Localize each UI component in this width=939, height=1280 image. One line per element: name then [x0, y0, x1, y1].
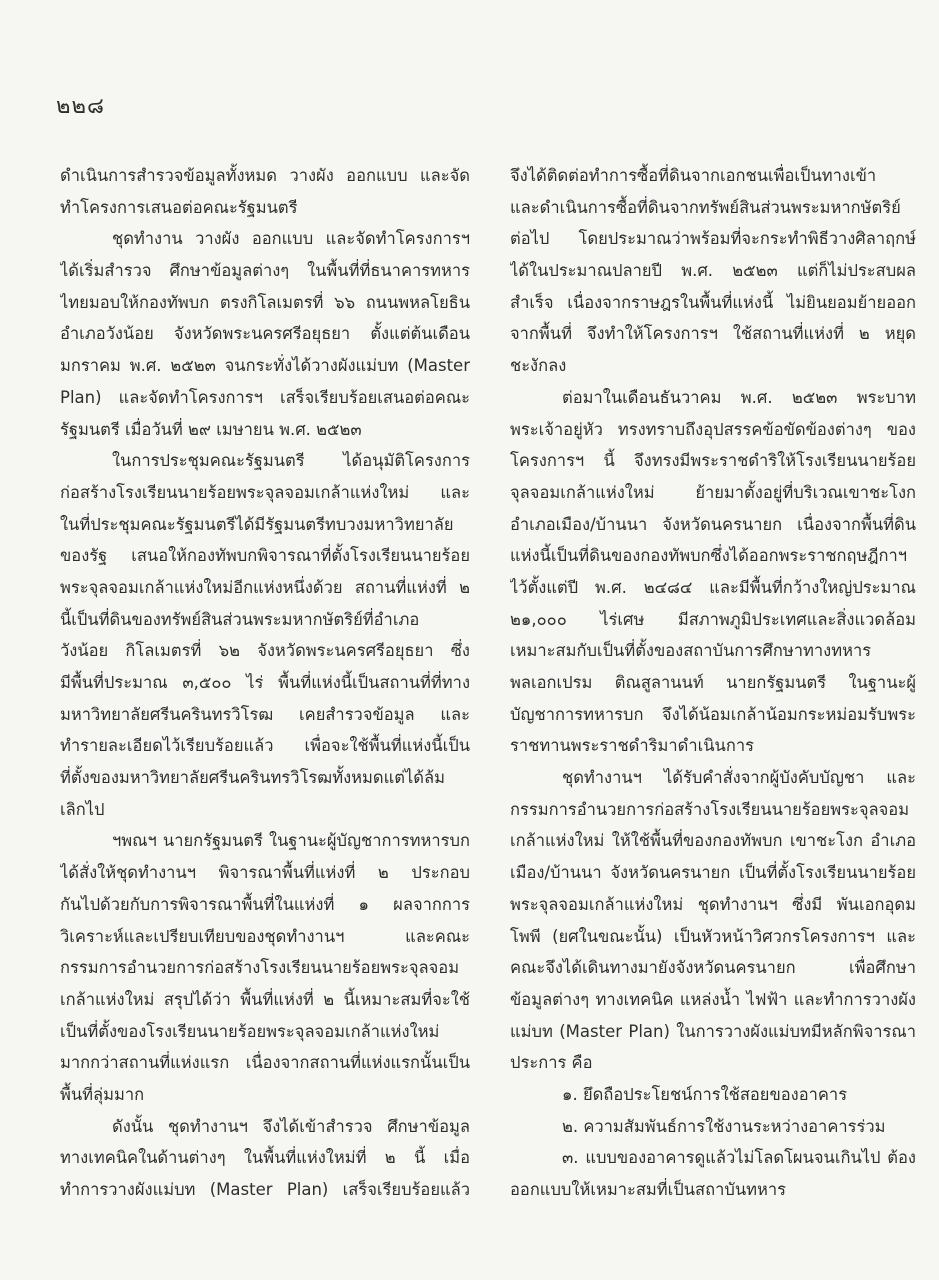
text-line: และดำเนินการซื้อที่ดินจากทรัพย์สินส่วนพระมหากษัตริย์: [510, 197, 901, 217]
text-line: Plan) และจัดทำโครงการฯ เสร็จเรียบร้อยเสนอต่อคณะ: [60, 387, 470, 407]
text-line: รัฐมนตรี เมื่อวันที่ ๒๙ เมษายน พ.ศ. ๒๕๒๓: [60, 419, 362, 439]
text-line: ประการ คือ: [510, 1053, 593, 1073]
text-line: ข้อมูลต่างๆ ทางเทคนิค แหล่งน้ำ ไฟฟ้า และทำการวางผัง: [510, 989, 916, 1009]
text-line: ราชทานพระราชดำริมาดำเนินการ: [510, 736, 754, 756]
text-line: พื้นที่ลุ่มมาก: [60, 1084, 145, 1104]
text-line: ๒๑,๐๐๐ ไร่เศษ มีสภาพภูมิประเทศและสิ่งแวดล้อม: [510, 609, 916, 629]
text-line: นี้เป็นที่ดินของทรัพย์สินส่วนพระมหากษัตริย์ที่อำเภอ: [60, 609, 420, 629]
text-line: มหาวิทยาลัยศรีนครินทรวิโรฒ เคยสำรวจข้อมูล และ: [60, 704, 470, 724]
paragraph: [510, 382, 916, 762]
text-line: ดังนั้น ชุดทำงานฯ จึงได้เข้าสำรวจ ศึกษาข้อมูล: [112, 1116, 470, 1136]
text-line: ดำเนินการสำรวจข้อมูลทั้งหมด วางผัง ออกแบบ และจัด: [60, 166, 470, 185]
text-line: เป็นที่ตั้งของโรงเรียนนายร้อยพระจุลจอมเกล้าแห่งใหม่: [60, 1021, 440, 1041]
text-column-right: [510, 160, 916, 1206]
text-line: เลิกไป: [60, 799, 105, 819]
text-line: ทำโครงการเสนอต่อคณะรัฐมนตรี: [60, 197, 298, 217]
text-line: ของรัฐ เสนอให้กองทัพบกพิจารณาที่ตั้งโรงเรียนนายร้อย: [60, 546, 470, 566]
page-number: ๒๒๘: [56, 94, 105, 119]
text-line: อำเภอเมือง/บ้านนา จังหวัดนครนายก เนื่องจากพื้นที่ดิน: [510, 514, 916, 534]
text-line: แห่งนี้เป็นที่ดินของกองทัพบกซึ่งได้ออกพระราชกฤษฎีกาฯ: [510, 546, 907, 566]
text-line: ไว้ตั้งแต่ปี พ.ศ. ๒๔๘๔ และมีพื้นที่กว้างใหญ่ประมาณ: [510, 577, 916, 597]
text-line: วิเคราะห์และเปรียบเทียบของชุดทำงานฯ และคณะ: [60, 926, 470, 946]
text-column-left: [60, 160, 470, 1206]
text-line: ต่อมาในเดือนธันวาคม พ.ศ. ๒๕๒๓ พระบาท: [562, 387, 916, 407]
text-line: ได้ในประมาณปลายปี พ.ศ. ๒๕๒๓ แต่ก็ไม่ประสบผล: [510, 261, 916, 281]
text-line: ชะงักลง: [510, 356, 567, 376]
text-line: คณะจึงได้เดินทางมายังจังหวัดนครนายก เพื่อศึกษา: [510, 958, 916, 978]
text-line: จากพื้นที่ จึงทำให้โครงการฯ ใช้สถานที่แห่งที่ ๒ หยุด: [510, 324, 916, 344]
paragraph: [60, 1111, 470, 1206]
text-line: ในที่ประชุมคณะรัฐมนตรีได้มีรัฐมนตรีทบวงมหาวิทยาลัย: [60, 514, 454, 534]
text-line: จึงได้ติดต่อทำการซื้อที่ดินจากเอกชนเพื่อเป็นทางเข้า: [510, 166, 877, 185]
paragraph: [510, 1111, 916, 1143]
paragraph: [60, 825, 470, 1110]
text-line: ฯพณฯ นายกรัฐมนตรี ในฐานะผู้บัญชาการทหารบก: [112, 831, 470, 851]
text-line: กันไปด้วยกับการพิจารณาพื้นที่ในแห่งที่ ๑ ผลจากการ: [60, 894, 470, 914]
text-line: พระเจ้าอยู่หัว ทรงทราบถึงอุปสรรคข้อขัดข้องต่างๆ ของ: [510, 419, 916, 439]
text-line: เหมาะสมกับเป็นที่ตั้งของสถาบันการศึกษาทางทหาร: [510, 641, 872, 661]
text-line: เกล้าแห่งใหม่ ให้ใช้พื้นที่ของกองทัพบก เขาชะโงก อำเภอ: [510, 831, 916, 851]
text-line: อำเภอวังน้อย จังหวัดพระนครศรีอยุธยา ตั้งแต่ต้นเดือน: [60, 324, 470, 344]
text-line: ในการประชุมคณะรัฐมนตรี ได้อนุมัติโครงการ: [112, 451, 470, 471]
text-line: ทางเทคนิคในด้านต่างๆ ในพื้นที่แห่งใหม่ที่ ๒ นี้ เมื่อ: [60, 1148, 470, 1168]
paragraph: [510, 160, 916, 382]
paragraph: [60, 160, 470, 223]
text-line: มีพื้นที่ประมาณ ๓,๕๐๐ ไร่ พื้นที่แห่งนี้เป็นสถานที่ที่ทาง: [60, 673, 470, 692]
text-line: โพพี (ยศในขณะนั้น) เป็นหัวหน้าวิศวกรโครงการฯ และ: [510, 926, 916, 946]
paragraph: [510, 762, 916, 1079]
text-line: ชุดทำงานฯ ได้รับคำสั่งจากผู้บังคับบัญชา และ: [562, 768, 916, 788]
text-line: ๓. แบบของอาคารดูแล้วไม่โลดโผนจนเกินไป ต้อง: [562, 1148, 916, 1168]
paragraph: [510, 1142, 916, 1205]
text-line: ได้สั่งให้ชุดทำงานฯ พิจารณาพื้นที่แห่งที่ ๒ ประกอบ: [60, 863, 470, 883]
paragraph: [60, 223, 470, 445]
paragraph: [60, 445, 470, 825]
text-line: มากกว่าสถานที่แห่งแรก เนื่องจากสถานที่แห่งแรกนั้นเป็น: [60, 1053, 470, 1073]
text-line: ที่ตั้งของมหาวิทยาลัยศรีนครินทรวิโรฒทั้งหมดแต่ได้ล้ม: [60, 768, 445, 788]
text-line: ทำรายละเอียดไว้เรียบร้อยแล้ว เพื่อจะใช้พื้นที่แห่งนี้เป็น: [60, 736, 470, 756]
text-line: เมือง/บ้านนา จังหวัดนครนายก เป็นที่ตั้งโรงเรียนนายร้อย: [510, 863, 916, 883]
text-line: ทำการวางผังแม่บท (Master Plan) เสร็จเรียบร้อยแล้ว: [60, 1180, 470, 1199]
text-line: โครงการฯ นี้ จึงทรงมีพระราชดำริให้โรงเรียนนายร้อย: [510, 451, 916, 471]
text-line: เกล้าแห่งใหม่ สรุปได้ว่า พื้นที่แห่งที่ ๒ นี้เหมาะสมที่จะใช้: [60, 989, 470, 1009]
text-line: จุลจอมเกล้าแห่งใหม่ ย้ายมาตั้งอยู่ที่บริเวณเขาชะโงก: [510, 482, 916, 502]
text-line: วังน้อย กิโลเมตรที่ ๖๒ จังหวัดพระนครศรีอยุธยา ซึ่ง: [60, 641, 470, 661]
text-line: กรรมการอำนวยการก่อสร้างโรงเรียนนายร้อยพระจุลจอม: [510, 799, 910, 819]
text-line: ต่อไป โดยประมาณว่าพร้อมที่จะกระทำพิธีวางศิลาฤกษ์: [510, 229, 916, 249]
text-line: แม่บท (Master Plan) ในการวางผังแม่บทมีหลักพิจารณา: [510, 1021, 916, 1041]
text-line: ๑. ยึดถือประโยชน์การใช้สอยของอาคาร: [562, 1084, 848, 1104]
text-line: พระจุลจอมเกล้าแห่งใหม่อีกแห่งหนึ่งด้วย สถานที่แห่งที่ ๒: [60, 577, 470, 597]
text-line: พลเอกเปรม ติณสูลานนท์ นายกรัฐมนตรี ในฐานะผู้: [510, 673, 916, 692]
text-line: ไทยมอบให้กองทัพบก ตรงกิโลเมตรที่ ๖๖ ถนนพหลโยธิน: [60, 292, 470, 312]
text-line: ได้เริ่มสำรวจ ศึกษาข้อมูลต่างๆ ในพื้นที่ที่ธนาคารทหาร: [60, 261, 470, 281]
text-line: ชุดทำงาน วางผัง ออกแบบ และจัดทำโครงการฯ: [112, 229, 470, 249]
text-line: กรรมการอำนวยการก่อสร้างโรงเรียนนายร้อยพระจุลจอม: [60, 958, 460, 978]
text-line: พระจุลจอมเกล้าแห่งใหม่ ชุดทำงานฯ ซึ่งมี พันเอกอุดม: [510, 894, 916, 914]
text-line: บัญชาการทหารบก จึงได้น้อมเกล้าน้อมกระหม่อมรับพระ: [510, 704, 916, 724]
text-line: สำเร็จ เนื่องจากราษฎรในพื้นที่แห่งนี้ ไม่ยินยอมย้ายออก: [510, 292, 916, 312]
text-line: ออกแบบให้เหมาะสมที่เป็นสถาบันทหาร: [510, 1180, 787, 1199]
text-line: ๒. ความสัมพันธ์การใช้งานระหว่างอาคารร่วม: [562, 1116, 886, 1136]
text-line: มกราคม พ.ศ. ๒๕๒๓ จนกระทั่งได้วางผังแม่บท (Master: [60, 356, 470, 376]
paragraph: [510, 1079, 916, 1111]
text-line: ก่อสร้างโรงเรียนนายร้อยพระจุลจอมเกล้าแห่งใหม่ และ: [60, 482, 470, 502]
